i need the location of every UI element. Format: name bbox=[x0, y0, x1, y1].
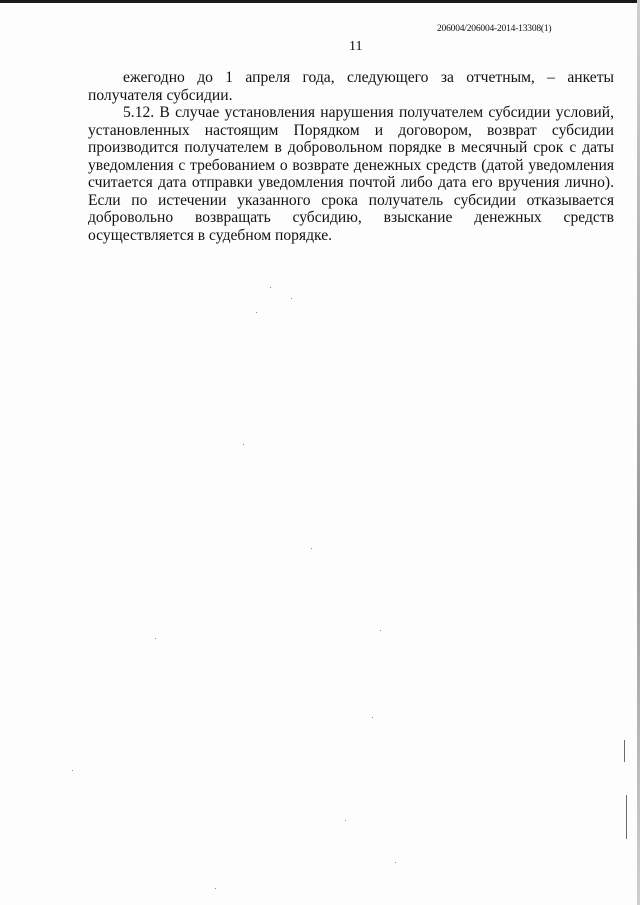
paragraph-continuation: ежегодно до 1 апреля года, следующего за отчетным, – анкеты получателя субсидии. bbox=[88, 69, 614, 104]
body-text bbox=[88, 69, 614, 244]
scan-speck bbox=[256, 312, 257, 313]
scan-speck bbox=[395, 862, 396, 863]
scan-speck bbox=[311, 548, 312, 549]
scan-speck bbox=[345, 820, 346, 821]
scan-speck bbox=[380, 630, 381, 631]
scan-mark bbox=[626, 795, 627, 839]
scan-top-edge bbox=[0, 0, 640, 3]
scan-speck bbox=[155, 638, 156, 639]
scan-speck bbox=[215, 888, 216, 889]
scan-speck bbox=[372, 717, 373, 718]
document-id: 206004/206004-2014-13308(1) bbox=[437, 24, 552, 34]
scan-speck bbox=[291, 298, 292, 299]
scan-mark bbox=[624, 740, 625, 762]
scan-speck bbox=[270, 287, 271, 288]
page-number: 11 bbox=[349, 39, 363, 54]
scan-speck bbox=[243, 444, 244, 445]
scan-speck bbox=[72, 770, 73, 771]
paragraph-5-12: 5.12. В случае установления нарушения получателем субсидии условий, установленных настоящим Порядком и договором, возврат субсидии производится получателем в добровольном порядке в месячный срок с даты уведомления с требованием о возврате денежных средств (датой уведомления считается дата отправки уведомления почтой либо дата его вручения лично). Если по истечении указанного срока получатель субсидии отказывается добровольно возвращать субсидию, взыскание денежных средств осуществляется в судебном порядке. bbox=[88, 104, 614, 244]
